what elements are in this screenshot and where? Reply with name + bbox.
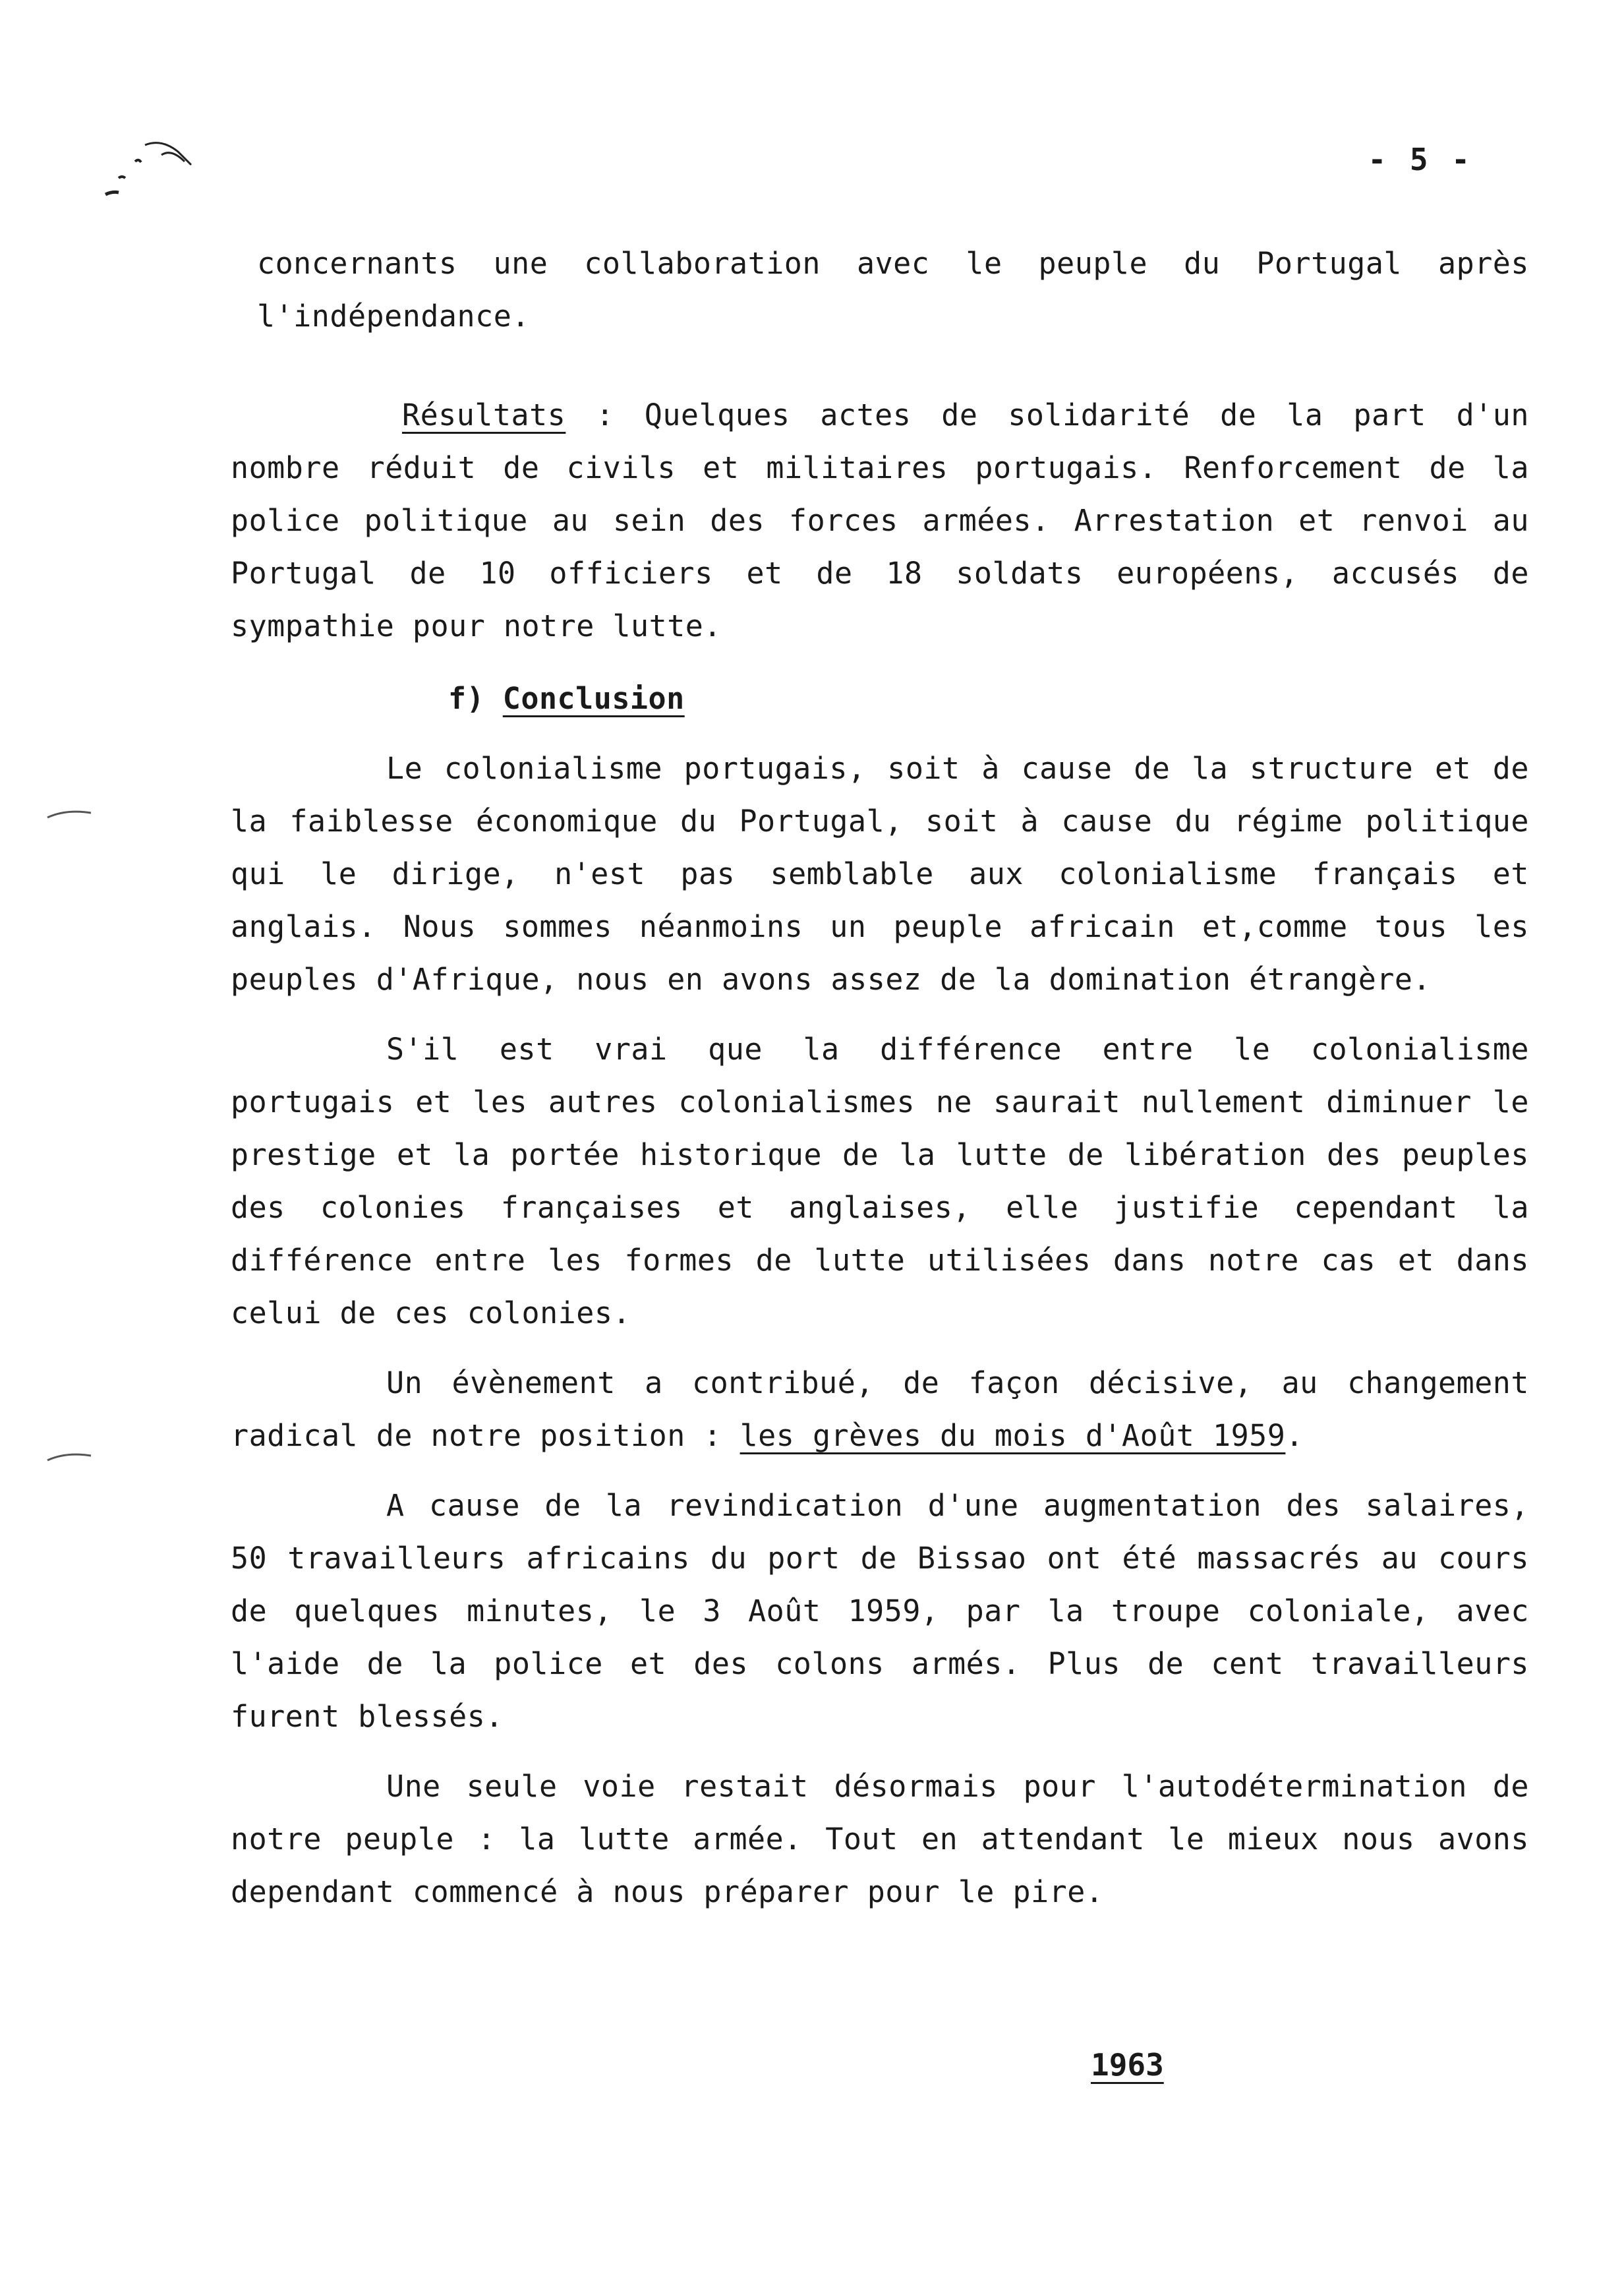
conclusion-paragraph-5: Une seule voie restait désormais pour l'autodétermination de notre peuple : la lutte armée. Tout en attendant le mieux nous avons dependant commencé à nous préparer pour le pire. <box>231 1769 1529 1909</box>
strikes-reference: les grèves du mois d'Août 1959 <box>740 1418 1286 1453</box>
conclusion-paragraph-3 <box>231 1357 1529 1462</box>
page-number: - 5 - <box>1368 142 1472 177</box>
intro-paragraph <box>257 237 1529 343</box>
margin-tick-mark <box>46 1450 92 1464</box>
section-title: Conclusion <box>502 681 685 716</box>
paragraph-3-end: . <box>1285 1418 1304 1453</box>
results-text: : Quelques actes de solidarité de la part d'un nombre réduit de civils et militaires portugais. Renforcement de la police politique au sein des forces armées. Arrestation et renvoi au Portugal de 10 officiers et de 18 soldats européens, accusés de sympathie pour notre lutte. <box>231 398 1529 643</box>
document-date: 1963 <box>1091 2047 1164 2083</box>
ink-smudge-mark <box>99 132 211 204</box>
results-paragraph <box>231 389 1529 653</box>
conclusion-paragraph-2: S'il est vrai que la différence entre le colonialisme portugais et les autres colonialismes ne saurait nullement diminuer le prestige et la portée historique de la lutte de libération des peuples des colonies françaises et anglaises, elle justifie cependant la différence entre les formes de lutte utilisées dans notre cas et dans celui de ces colonies. <box>231 1032 1529 1330</box>
conclusion-paragraph-1: Le colonialisme portugais, soit à cause de la structure et de la faiblesse économique du Portugal, soit à cause du régime politique qui le dirige, n'est pas semblable aux colonialisme français et anglais. Nous sommes néanmoins un peuple africain et,comme tous les peuples d'Afrique, nous en avons assez de la domination étrangère. <box>231 751 1529 997</box>
conclusion-paragraph-4: A cause de la revindication d'une augmentation des salaires, 50 travailleurs africains du port de Bissao ont été massacrés au cours de quelques minutes, le 3 Août 1959, par la troupe coloniale, avec l'aide de la police et des colons armés. Plus de cent travailleurs furent blessés. <box>231 1488 1529 1734</box>
results-label: Résultats <box>402 398 566 432</box>
section-marker: f) <box>448 681 485 716</box>
paragraph-3-text: Un évènement a contribué, de façon décisive, au changement radical de notre position : <box>231 1365 1529 1453</box>
conclusion-heading <box>231 672 1529 725</box>
intro-text: concernants une collaboration avec le peuple du Portugal après l'indépendance. <box>257 246 1529 334</box>
margin-tick-mark <box>46 808 92 821</box>
body-text <box>231 237 1529 1918</box>
